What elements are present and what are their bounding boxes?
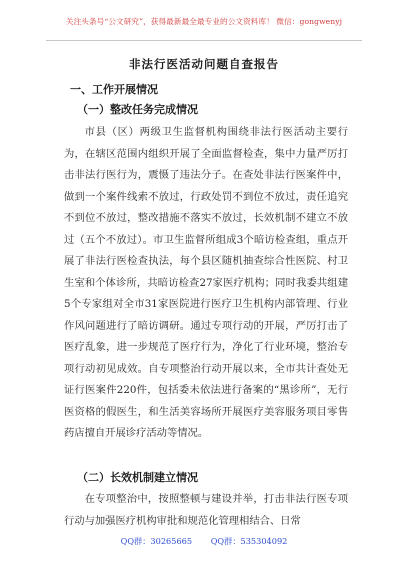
header-divider bbox=[46, 40, 362, 41]
document-title: 非法行医活动问题自查报告 bbox=[129, 57, 279, 71]
header-banner: 关注头条号“公文研究”，获得最新最全最专业的公文资料库！ 微信：gongwenyj bbox=[65, 17, 343, 26]
footer-contact bbox=[0, 536, 408, 547]
body-paragraph-long-term-mechanism: 在专项整治中，按照整顿与建设并举，打击非法行医专项行动与加强医疗机构审批和规范化管理相结合、日常 bbox=[64, 493, 348, 527]
footer-qq-group-2: QQ群：535304092 bbox=[210, 536, 288, 546]
body-paragraph-rectification: 市县（区）两级卫生监督机构围绕非法行医活动主要行为，在辖区范围内组织开展了全面监督检查，集中力量严厉打击非法行医行为，震慑了违法分子。在查处非法行医案件中，做到一个案件线索不放过，行政处罚不到位不放过，责任追究不到位不放过，整改措施不落实不放过，长效机制不建立不放过（五个不放过）。市卫生监督所组成3个暗访检查组，重点开展了非法行医检查执法，每个县区随机抽查综合性医院、村卫生室和个体诊所，共暗访检查27家医疗机构；同时我委共组建5个专家组对全市31家医院进行医疗卫生机构内部管理、行业作风问题进行了暗访调研。通过专项行动的开展，严厉打击了医疗乱象，进一步规范了医疗行为，净化了行业环境，整治专项行动初见成效。自专项整治行动开展以来，全市共计查处无证行医案件220件，包括委未依法进行备案的“黑诊所”，无行医资格的假医生，和生活美容场所开展医疗美容服务项目零售药店擅自开展诊疗活动等情况。 bbox=[64, 126, 348, 439]
subsection-heading-long-term-mechanism: （二）长效机制建立情况 bbox=[77, 471, 198, 484]
section-heading-work-status: 一、工作开展情况 bbox=[70, 83, 158, 96]
subsection-heading-rectification: （一）整改任务完成情况 bbox=[77, 103, 198, 116]
footer-qq-group-1: QQ群：30265665 bbox=[120, 536, 193, 546]
